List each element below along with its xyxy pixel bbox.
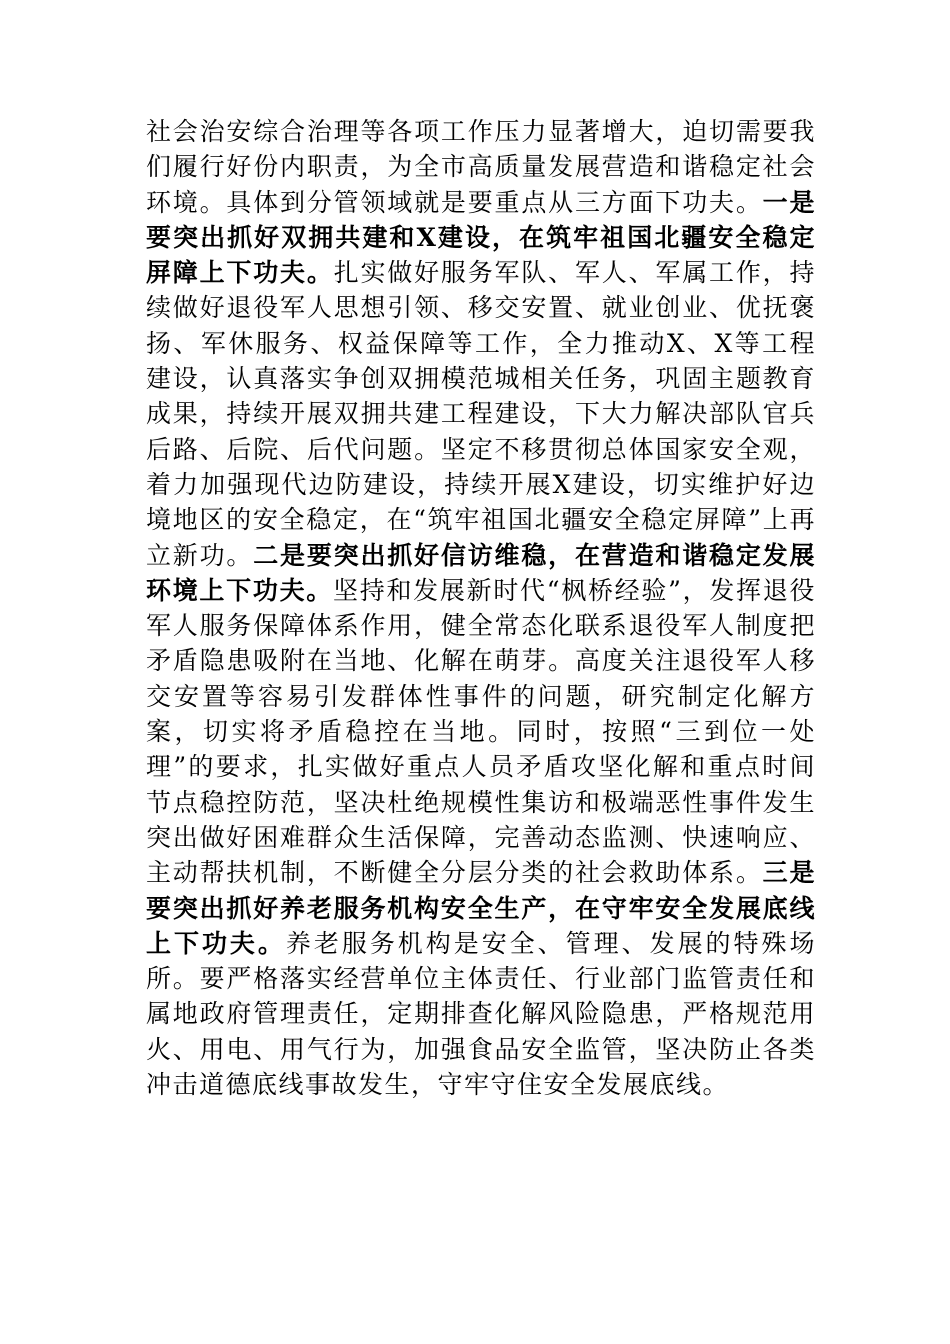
heading-point-one: 一是要突出抓好双拥共建和X建设，在筑牢祖国北疆安全稳定屏障上下功夫。 xyxy=(146,187,816,288)
body-paragraph xyxy=(146,114,816,1102)
text-segment-point-two: 坚持和发展新时代“枫桥经验”，发挥退役军人服务保障体系作用，健全常态化联系退役军人制度把矛盾隐患吸附在当地、化解在萌芽。高度关注退役军人移交安置等容易引发群体性事件的问题，研究制定化解方案，切实将矛盾稳控在当地。同时，按照“三到位一处理”的要求，扎实做好重点人员矛盾攻坚化解和重点时间节点稳控防范，坚决杜绝规模性集访和极端恶性事件发生突出做好困难群众生活保障，完善动态监测、快速响应、主动帮扶机制，不断健全分层分类的社会救助体系。 xyxy=(146,575,816,888)
heading-point-three: 三是要突出抓好养老服务机构安全生产，在守牢安全发展底线上下功夫。 xyxy=(146,858,816,958)
heading-point-two: 二是要突出抓好信访维稳，在营造和谐稳定发展环境上下功夫。 xyxy=(146,540,816,605)
text-segment-intro: 社会治安综合治理等各项工作压力显著增大，迫切需要我们履行好份内职责，为全市高质量发展营造和谐稳定社会环境。具体到分管领域就是要重点从三方面下功夫。 xyxy=(146,117,816,217)
text-segment-point-three: 养老服务机构是安全、管理、发展的特殊场所。要严格落实经营单位主体责任、行业部门监管责任和属地政府管理责任，定期排查化解风险隐患，严格规范用火、用电、用气行为，加强食品安全监管，坚决防止各类冲击道德底线事故发生，守牢守住安全发展底线。 xyxy=(146,928,816,1100)
text-segment-point-one: 扎实做好服务军队、军人、军属工作，持续做好退役军人思想引领、移交安置、就业创业、优抚褒扬、军休服务、权益保障等工作，全力推动X、X等工程建设，认真落实争创双拥模范城相关任务，巩固主题教育成果，持续开展双拥共建工程建设，下大力解决部队官兵后路、后院、后代问题。坚定不移贯彻总体国家安全观，着力加强现代边防建设，持续开展X建设，切实维护好边境地区的安全稳定，在“筑牢祖国北疆安全稳定屏障”上再立新功。 xyxy=(146,258,816,570)
